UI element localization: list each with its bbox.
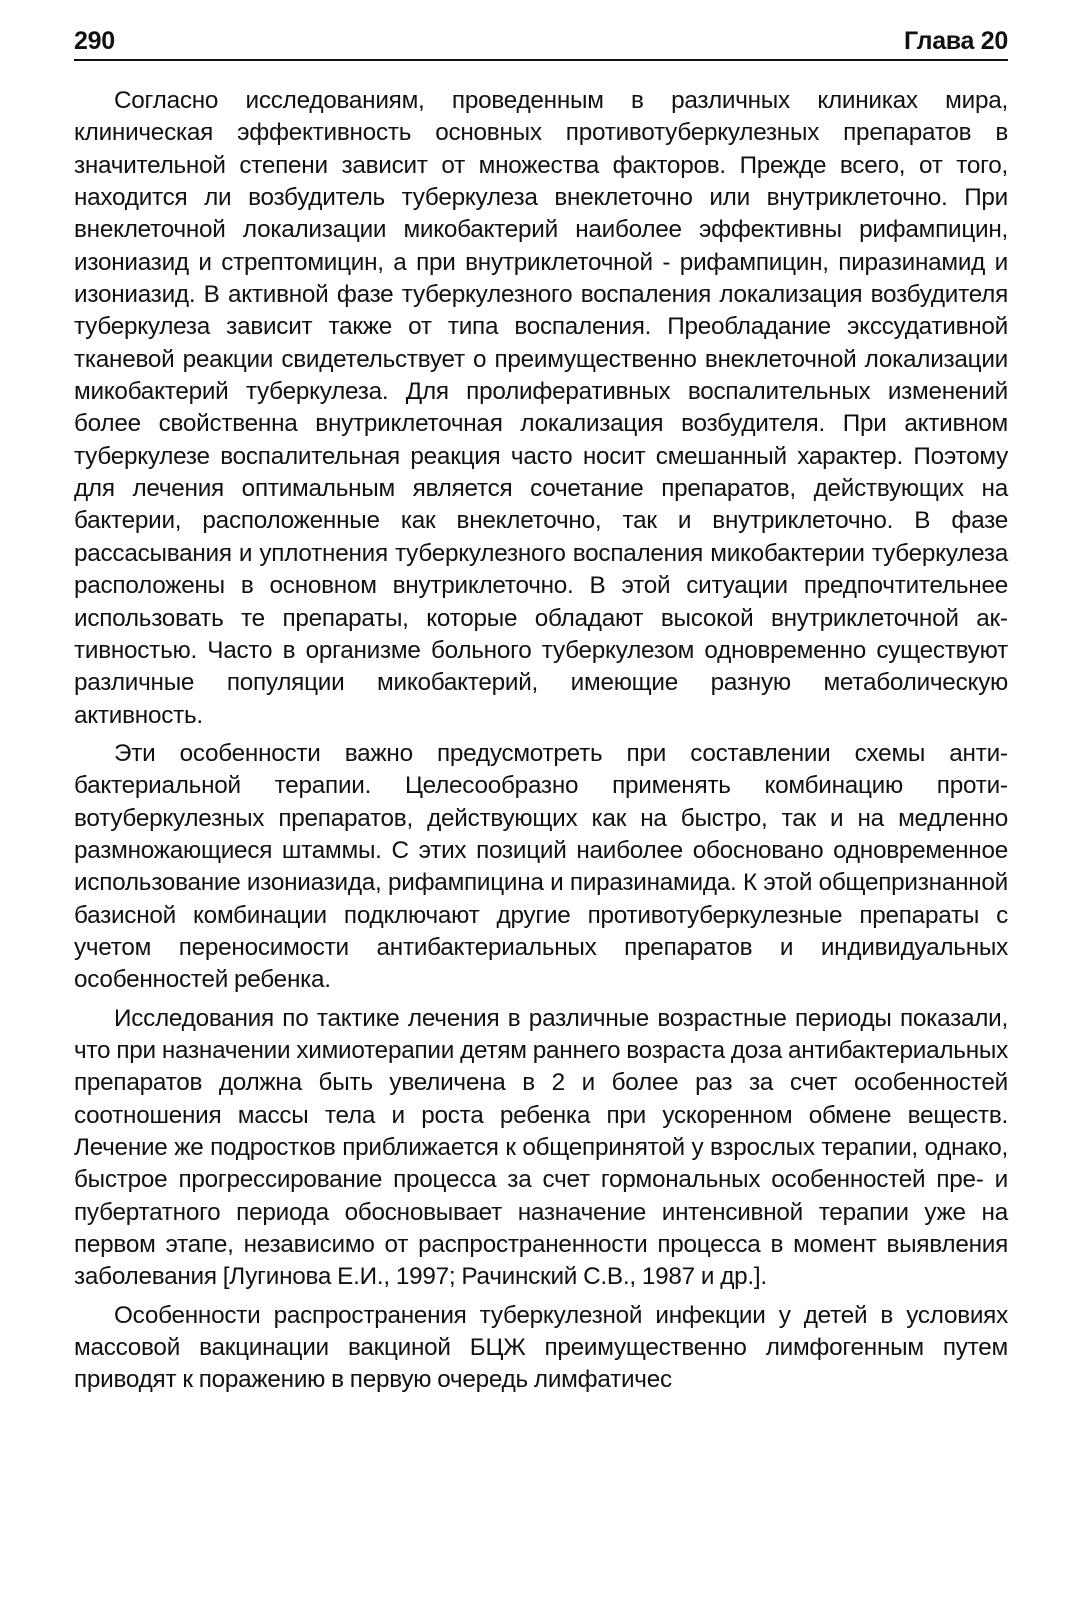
paragraph: Эти особенности важно предусмотреть при составлении схемы антибактериальной терапии. Целесообразно применять комбинацию противотуберкулезных препаратов, действующих как на быстро, так и на медленно размножающиеся штаммы. С этих позиций наиболее обосновано одновременное использование изониазида, рифампицина и пиразинамида. К этой общепризнанной базисной комбинации подключают другие противотуберкулезные препараты с учетом переносимости антибактериальных препаратов и индивидуальных особенностей ребенка. (74, 739, 1008, 994)
paragraph: Исследования по тактике лечения в различные возрастные периоды показали, что при назначении химиотерапии детям раннего возраста доза антибактериальных препаратов должна быть увеличена в 2 и более раз за счет особенностей соотношения массы тела и роста ребенка при ускоренном обмене веществ. Лечение же подростков приближается к общепринятой у взрослых терапии, однако, быстрое прогрессирование процесса за счет гормональных особенностей пре- и пубертатного периода обосновывает назначение интенсивной терапии уже на первом этапе, независимо от распространенности процесса в момент выявления заболевания [Лугинова Е.И., 1997; Рачинский С.В., 1987 и др.]. (74, 1004, 1008, 1291)
page-number: 290 (74, 27, 115, 55)
running-head (74, 26, 1008, 61)
paragraph: Согласно исследованиям, проведенным в различных клиниках мира, клиническая эффективность основных противотуберкулезных препаратов в значительной степени зависит от множества факторов. Прежде всего, от того, находится ли возбудитель туберкулеза внеклеточно или внутриклеточно. При внеклеточной локализации микобактерий наиболее эффективны рифампицин, изониазид и стрептомицин, а при внутриклеточной - рифампицин, пиразинамид и изониазид. В активной фазе туберкулезного воспаления локализация возбудителя туберкулеза зависит также от типа воспаления. Преобладание экссудативной тканевой реакции свидетельствует о преимущественно внеклеточной локализации микобактерий туберкулеза. Для пролиферативных воспалительных изменений более свойственна внутриклеточная локализация возбудителя. При активном туберкулезе воспалительная реакция часто носит смешанный характер. Поэтому для лечения оптимальным является сочетание препаратов, действующих на бактерии, расположенные как внеклеточно, так и внутриклеточно. В фазе рассасывания и уплотнения туберкулезного воспаления микобактерии туберкулеза расположены в основном внутриклеточно. В этой ситуации предпочтительнее использовать те препараты, которые обладают высокой внутриклеточной активностью. Часто в организме больного туберкулезом одновременно существуют различные популяции микобактерий, имеющие разную метаболическую активность. (74, 87, 1008, 729)
body-text (74, 85, 1008, 1397)
paragraph: Особенности распространения туберкулезной инфекции у детей в условиях массовой вакцинации вакциной БЦЖ преимущественно лимфогенным путем приводят к поражению в первую очередь лимфатичес (74, 1301, 1008, 1394)
chapter-title: Глава 20 (903, 27, 1008, 55)
book-page (74, 26, 1008, 1403)
